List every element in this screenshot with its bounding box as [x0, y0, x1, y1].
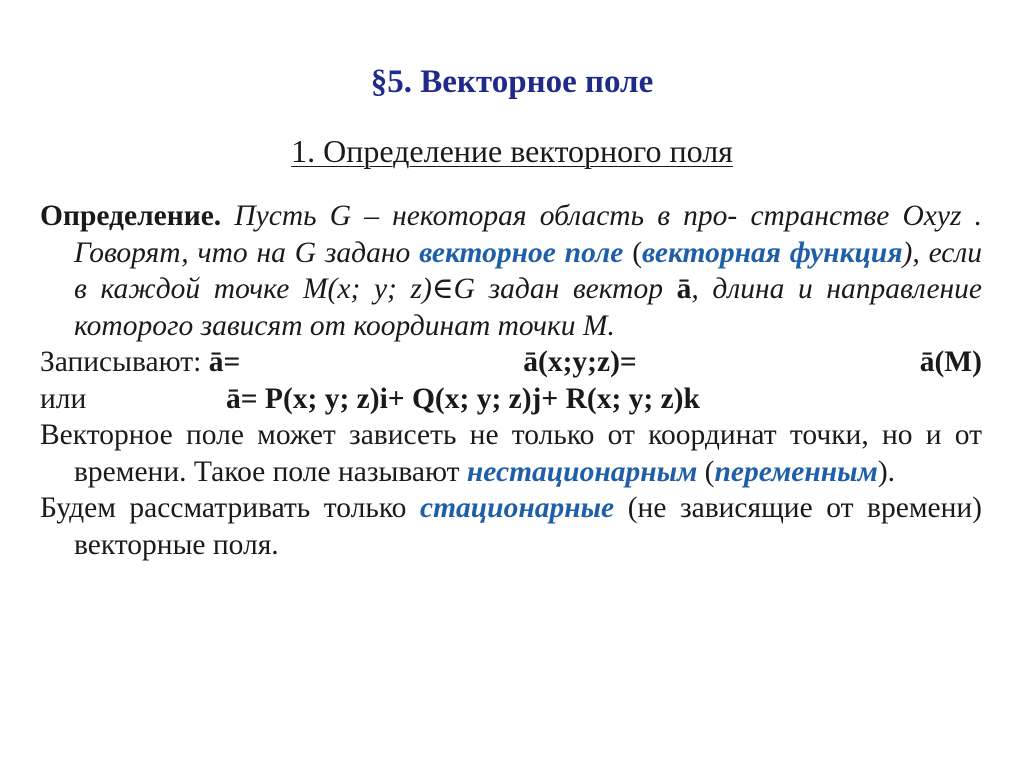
definition-text-3: . Говорят, что на	[74, 200, 983, 269]
stationary-term: стационарные	[419, 492, 615, 524]
nonstationary-paragraph	[40, 417, 982, 490]
definition-text-1: Пусть G – некоторая область в про-	[221, 200, 738, 232]
slide-subtitle	[0, 133, 1024, 170]
definition-text-4: задано	[316, 236, 420, 269]
slide-body	[40, 198, 982, 563]
record-eq-2: ā(x;y;z)=	[523, 346, 637, 378]
slide-title: §5. Векторное поле	[370, 64, 654, 100]
stationary-paragraph	[40, 490, 982, 563]
record-paragraph	[40, 344, 982, 417]
record-eq-4: ā= P(x; y; z)i+ Q(x; y; z)j+ R(x; y; z)k	[226, 382, 700, 415]
record-eq-1: ā=	[208, 346, 241, 378]
subtitle-text: 1. Определение векторного поля	[291, 133, 733, 169]
point-expression: M(x; y; z)∈G	[302, 273, 475, 305]
record-label: Записывают:	[40, 346, 209, 378]
nonstationary-term: нестационарным	[466, 455, 698, 488]
definition-text-5: ), если в каждой точке	[74, 236, 982, 305]
record-row-1	[40, 344, 982, 381]
vector-function-term: векторная функция	[642, 236, 903, 269]
definition-paragraph	[40, 198, 982, 344]
record-label-group	[40, 344, 241, 381]
definition-text-8: координат точки M.	[353, 309, 615, 342]
g-term: G	[294, 236, 317, 269]
nonstationary-text: Векторное поле может зависеть не только от координат точки, но и от времени. Такое поле называют	[40, 419, 982, 488]
stationary-text-1: Будем рассматривать только	[40, 492, 420, 524]
variable-term: переменным	[714, 455, 878, 488]
vector-field-term: векторное поле	[419, 236, 624, 269]
stationary-text-2: (не зависящие от времени) векторные поля.	[74, 492, 982, 561]
nonstationary-open: (	[697, 455, 715, 488]
vector-a-symbol: ā	[676, 273, 692, 305]
definition-open-paren: (	[632, 236, 643, 269]
definition-label: Определение.	[40, 200, 222, 232]
record-eq-3: ā(M)	[919, 346, 982, 378]
record-row-2	[40, 381, 982, 418]
oxyz-term: Oxyz	[902, 200, 962, 232]
record-or: или	[40, 382, 87, 415]
definition-text-7: , длина и направление которого зависят от	[74, 273, 983, 342]
definition-text-2: странстве	[750, 200, 903, 232]
nonstationary-close: ).	[877, 455, 896, 488]
definition-text-6: задан вектор	[488, 273, 677, 305]
